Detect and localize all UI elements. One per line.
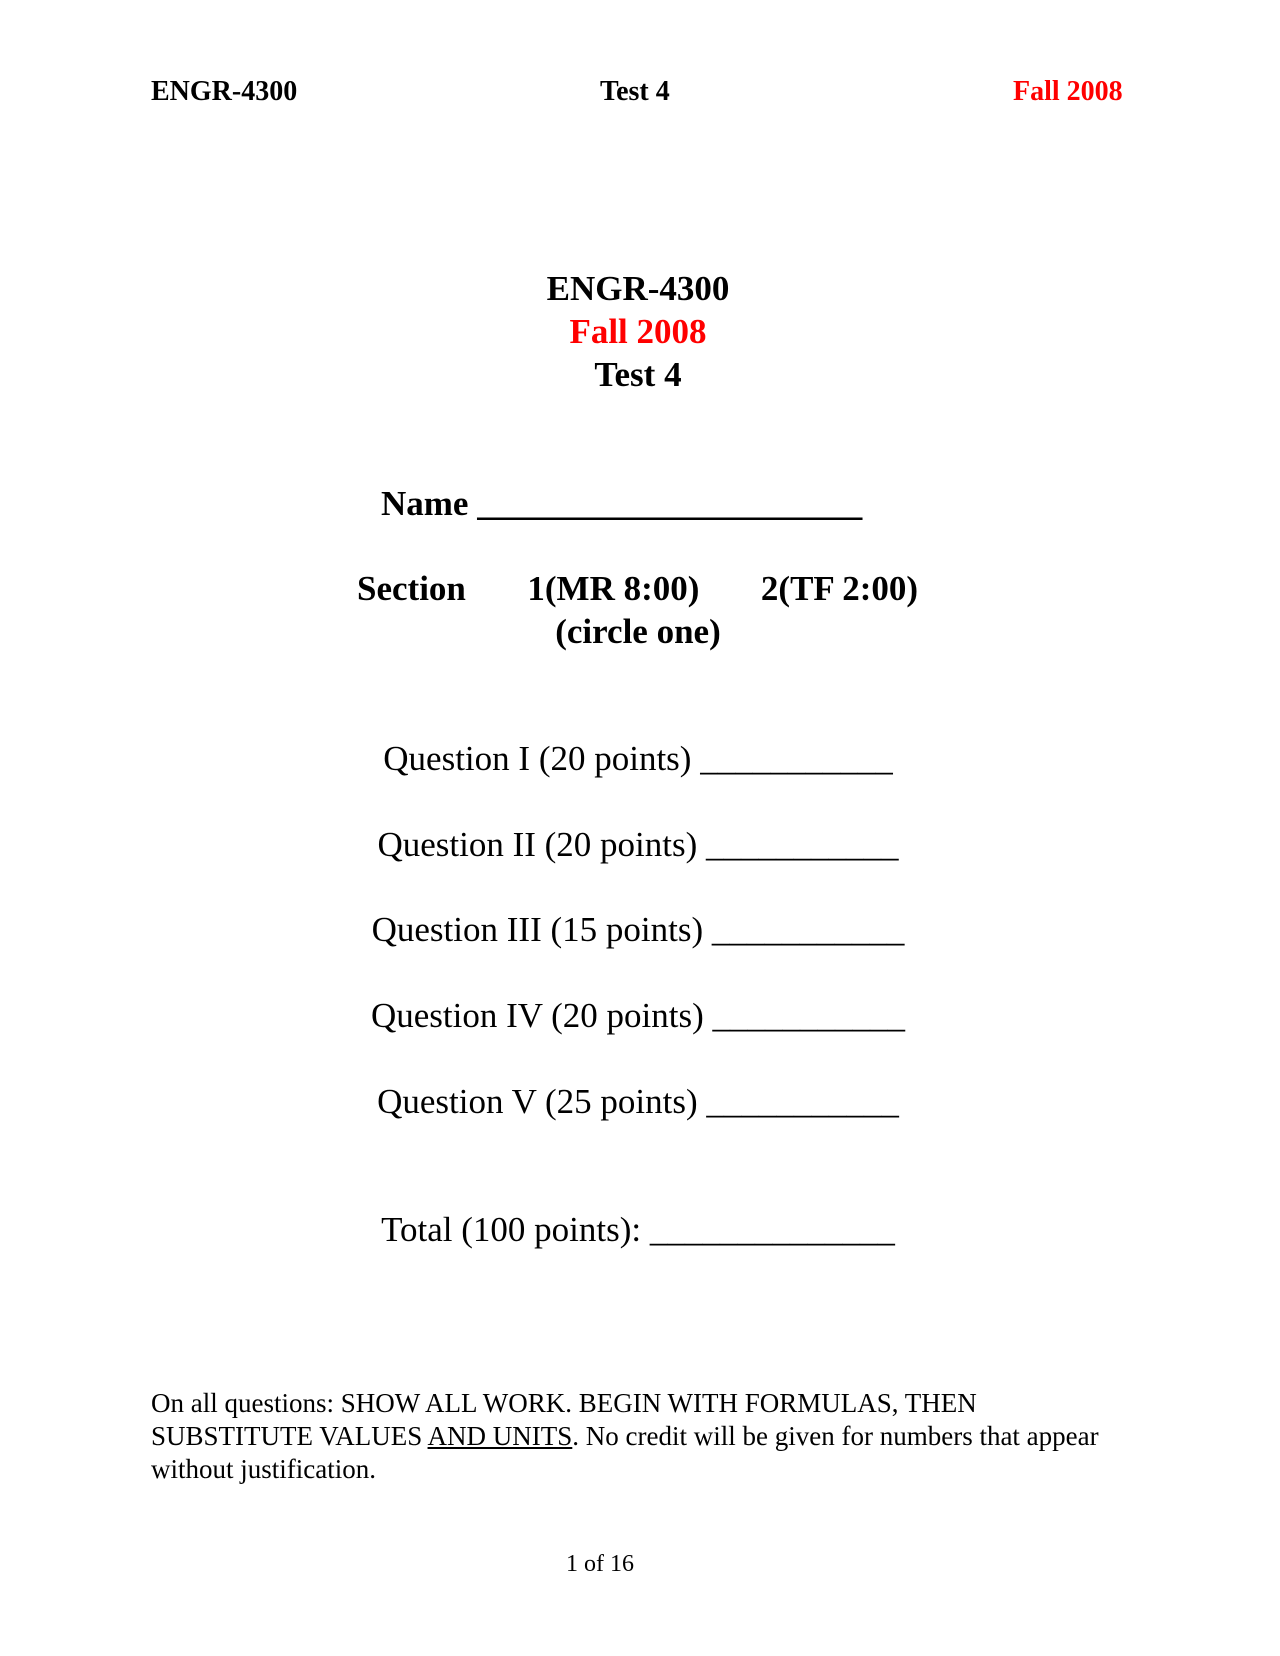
title-block <box>0 267 1276 396</box>
header-term: Fall 2008 <box>1013 76 1123 107</box>
instructions-part1: On all questions: SHOW ALL WORK. BEGIN WITH FORMULAS, THEN SUBSTITUTE VALUES <box>151 1388 977 1451</box>
section-field <box>357 569 918 609</box>
question-row <box>0 910 1276 950</box>
total-row <box>0 1210 1276 1250</box>
section-option-1[interactable]: 1(MR 8:00) <box>527 569 700 608</box>
score-blank[interactable]: ___________ <box>700 739 893 778</box>
title-course: ENGR-4300 <box>546 269 730 308</box>
title-term: Fall 2008 <box>569 312 707 351</box>
instructions-underlined: AND UNITS <box>427 1421 573 1451</box>
page-number: 1 of 16 <box>566 1551 634 1577</box>
name-field <box>381 484 862 524</box>
instructions-part2: . No credit will be given for numbers that appear without justification. <box>151 1421 1099 1484</box>
header-test: Test 4 <box>600 76 670 107</box>
question-label: Question IV (20 points) <box>370 996 704 1035</box>
name-blank[interactable]: ______________________ <box>477 484 863 523</box>
question-label: Question III (15 points) <box>371 910 704 949</box>
question-row <box>0 1082 1276 1122</box>
header-course: ENGR-4300 <box>151 76 298 107</box>
section-option-2[interactable]: 2(TF 2:00) <box>760 569 919 608</box>
score-blank[interactable]: ___________ <box>711 910 905 949</box>
name-label: Name <box>381 484 469 523</box>
question-row <box>0 739 1276 779</box>
question-label: Question V (25 points) <box>377 1082 698 1121</box>
instructions <box>151 1387 1111 1486</box>
total-label: Total (100 points): <box>381 1210 642 1249</box>
question-label: Question I (20 points) <box>383 739 692 778</box>
section-note: (circle one) <box>555 612 721 651</box>
question-row <box>0 825 1276 865</box>
question-label: Question II (20 points) <box>377 825 698 864</box>
total-blank[interactable]: ______________ <box>649 1210 895 1249</box>
score-blank[interactable]: ___________ <box>712 996 906 1035</box>
score-blank[interactable]: ___________ <box>706 825 899 864</box>
score-blank[interactable]: ___________ <box>706 1082 899 1121</box>
section-label: Section <box>357 569 466 608</box>
title-test: Test 4 <box>594 355 682 394</box>
question-row <box>0 996 1276 1036</box>
